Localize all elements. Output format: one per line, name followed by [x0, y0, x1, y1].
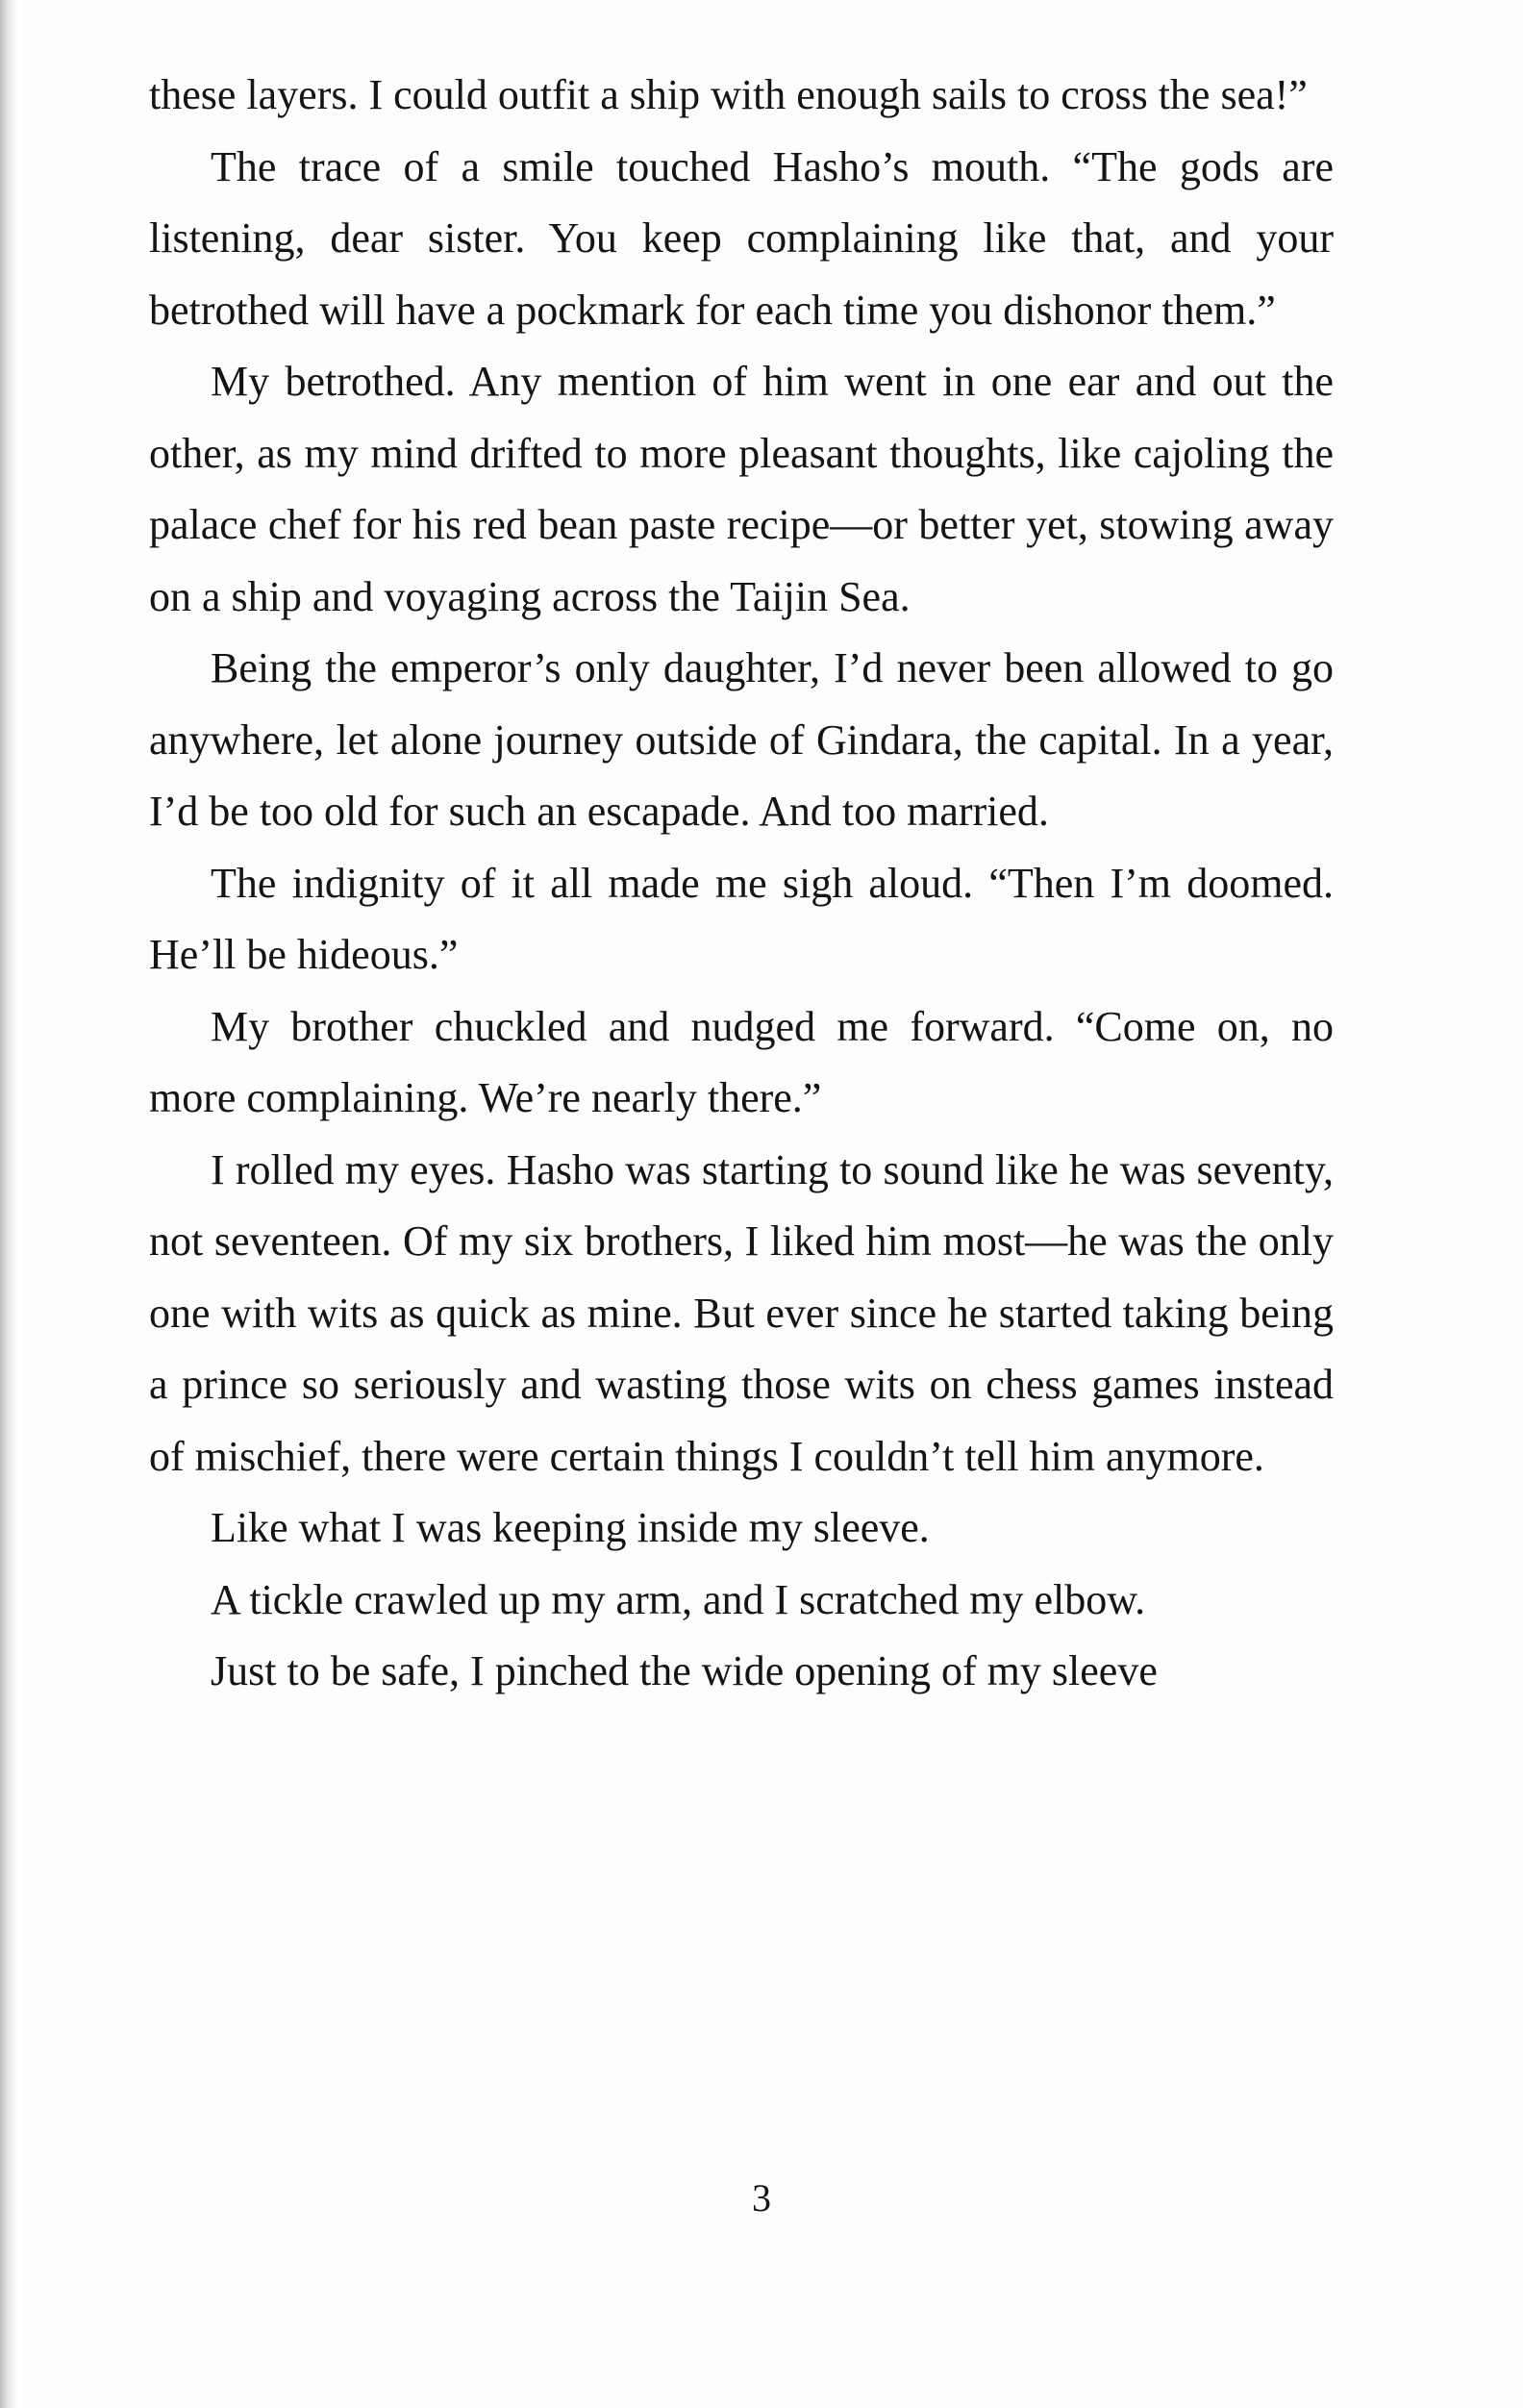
paragraph: Like what I was keeping inside my sleeve.	[211, 1504, 930, 1551]
paragraph: A tickle crawled up my arm, and I scratched my elbow.	[211, 1575, 1146, 1623]
paragraph: The trace of a smile touched Hasho’s mouth. “The gods are listening, dear sister. You keep complaining like that, and your betrothed will have a pockmark for each time you dishonor them.”	[149, 142, 1334, 334]
page-binding-shadow	[0, 0, 17, 2408]
paragraph: My betrothed. Any mention of him went in one ear and out the other, as my mind drifted to more pleasant thoughts, like cajoling the palace chef for his red bean paste recipe—or better yet, stowing away on a ship and voyaging across the Taijin Sea.	[149, 358, 1334, 620]
body-text	[149, 60, 1334, 1708]
paragraph: Being the emperor’s only daughter, I’d never been allowed to go anywhere, let alone journey outside of Gindara, the capital. In a year, I’d be too old for such an escapade. And too married.	[149, 644, 1334, 835]
paragraph: I rolled my eyes. Hasho was starting to sound like he was seventy, not seventeen. Of my six brothers, I liked him most—he was the only one with wits as quick as mine. But ever since he started taking being a prince so seriously and wasting those wits on chess games instead of mischief, there were certain things I couldn’t tell him anymore.	[149, 1145, 1334, 1480]
paragraph: The indignity of it all made me sigh aloud. “Then I’m doomed. He’ll be hideous.”	[149, 859, 1334, 978]
paragraph: My brother chuckled and nudged me forward. “Come on, no more complaining. We’re nearly there.”	[149, 1002, 1334, 1121]
paragraph: Just to be safe, I pinched the wide opening of my sleeve	[211, 1647, 1158, 1694]
page-number: 3	[752, 2176, 771, 2220]
paragraph-continued: these layers. I could outfit a ship with enough sails to cross the sea!”	[149, 71, 1308, 118]
